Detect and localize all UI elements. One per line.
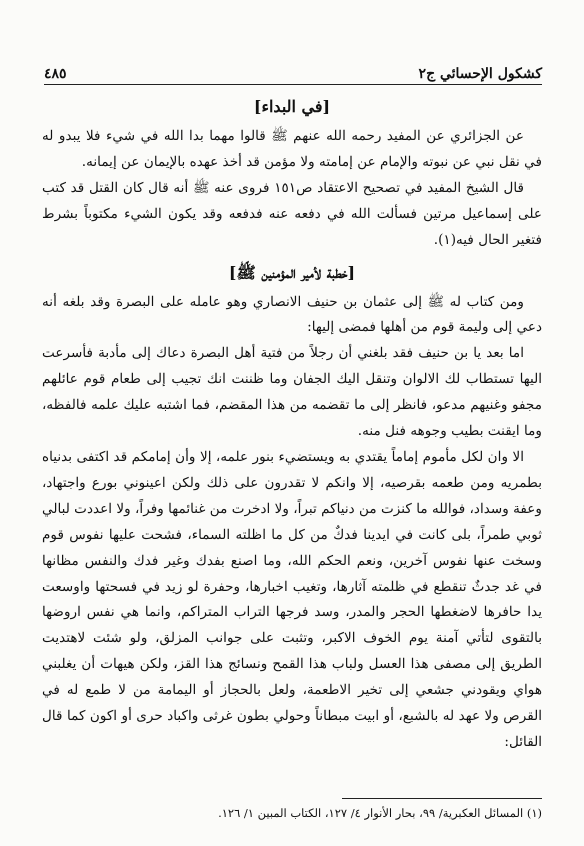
paragraph: عن الجزائري عن المفيد رحمه الله عنهم ﷺ قالوا مهما بدا الله في شيء فلا يبدو له في نقل نبي عن نبوته والإمام عن إمامته ولا مؤمن قد أخذ عهده بالإيمان عن إيمانه. xyxy=(42,128,542,170)
paragraph: الا وان لكل مأموم إماماً يقتدي به ويستضيء بنور علمه، إلا وأن إمامكم قد اكتفى بدنياه بطمريه ومن طعمه بقرصيه، إلا وانكم لا تقدرون على ذلك ولكن اعينوني بورع واجتهاد، وعفة وسداد، فوالله ما كنزت من دنياكم تبراً، ولا ادخرت من غنائمها وفراً، ولا اعددت لبالي ثوبي طمراً، بلى كانت في ايدينا فدكٌ من كل ما اظلته السماء، فشحت عليها نفوس قوم وسخت عنها نفوس آخرين، ونعم الحكم الله، وما اصنع بفدك وغير فدك والنفس مظانها في غد جدثٌ تنقطع في ظلمته آثارها، وتغيب اخبارها، وحفرة لو زيد في فسحتها واوسعت يدا حافرها لاضغطها الحجر والمدر، وسد فرجها التراب المتراكم، وانما هي نفس اروضها بالتقوى لتأتي آمنة يوم الخوف الاكبر، وتثبت على جوانب المزلق، ولو شئت لاهتديت الطريق إلى مصفى هذا العسل ولباب هذا القمح ونسائج هذا القز، ولكن هيهات أن يغلبني هواي ويقودني جشعي إلى تخير الاطعمة، ولعل بالحجاز أو اليمامة من لا طمع له في القرص ولا عهد له بالشبع، أو ابيت مبطاناً وحولي بطون غرثى واكباد حرى أو اكون كما قال القائل: xyxy=(42,448,542,750)
footnotes xyxy=(42,798,542,821)
footnote-separator xyxy=(342,798,542,799)
paragraph: اما بعد يا بن حنيف فقد بلغني أن رجلاً من فتية أهل البصرة دعاك إلى مأدبة فأسرعت اليها تستطاب لك الالوان وتنقل اليك الجفان وما ظننت انك تجيب إلى طعام قوم عائلهم مجفو وغنيهم مدعو، فانظر إلى ما تقضمه من هذا المقضم، فما اشتبه عليك علمه فالفظه، وما ايقنت بطيب وجوهه فنل منه. xyxy=(42,345,542,440)
paragraph: قال الشيخ المفيد في تصحيح الاعتقاد ص١٥١ فروى عنه ﷺ أنه قال كان القتل قد كتب على إسماعيل مرتين فسألت الله في دفعه عنه فدفعه وقد يكون الشيء مكتوباً بشرط فتغير الحال فيه(١). xyxy=(42,179,542,248)
main-text xyxy=(42,92,542,756)
running-header xyxy=(44,54,542,85)
section-heading-khutba: [خطبة لأمير المؤمنين ﷺ] xyxy=(228,262,356,282)
page-number: ٤٨٥ xyxy=(44,66,67,82)
section-heading-bada: [في البداء] xyxy=(253,97,331,116)
paragraph: ومن كتاب له ﷺ إلى عثمان بن حنيف الانصاري وهو عامله على البصرة وقد بلغه أنه دعي إلى وليمة قوم من أهلها فمضى إليها: xyxy=(42,293,542,336)
footnote-1: (١) المسائل العكبرية/ ٩٩، بحار الأنوار ٤/ ١٢٧، الكتاب المبين ١/ ١٢٦. xyxy=(218,806,542,820)
running-title: كشكول الإحسائي ج٢ xyxy=(418,66,542,82)
